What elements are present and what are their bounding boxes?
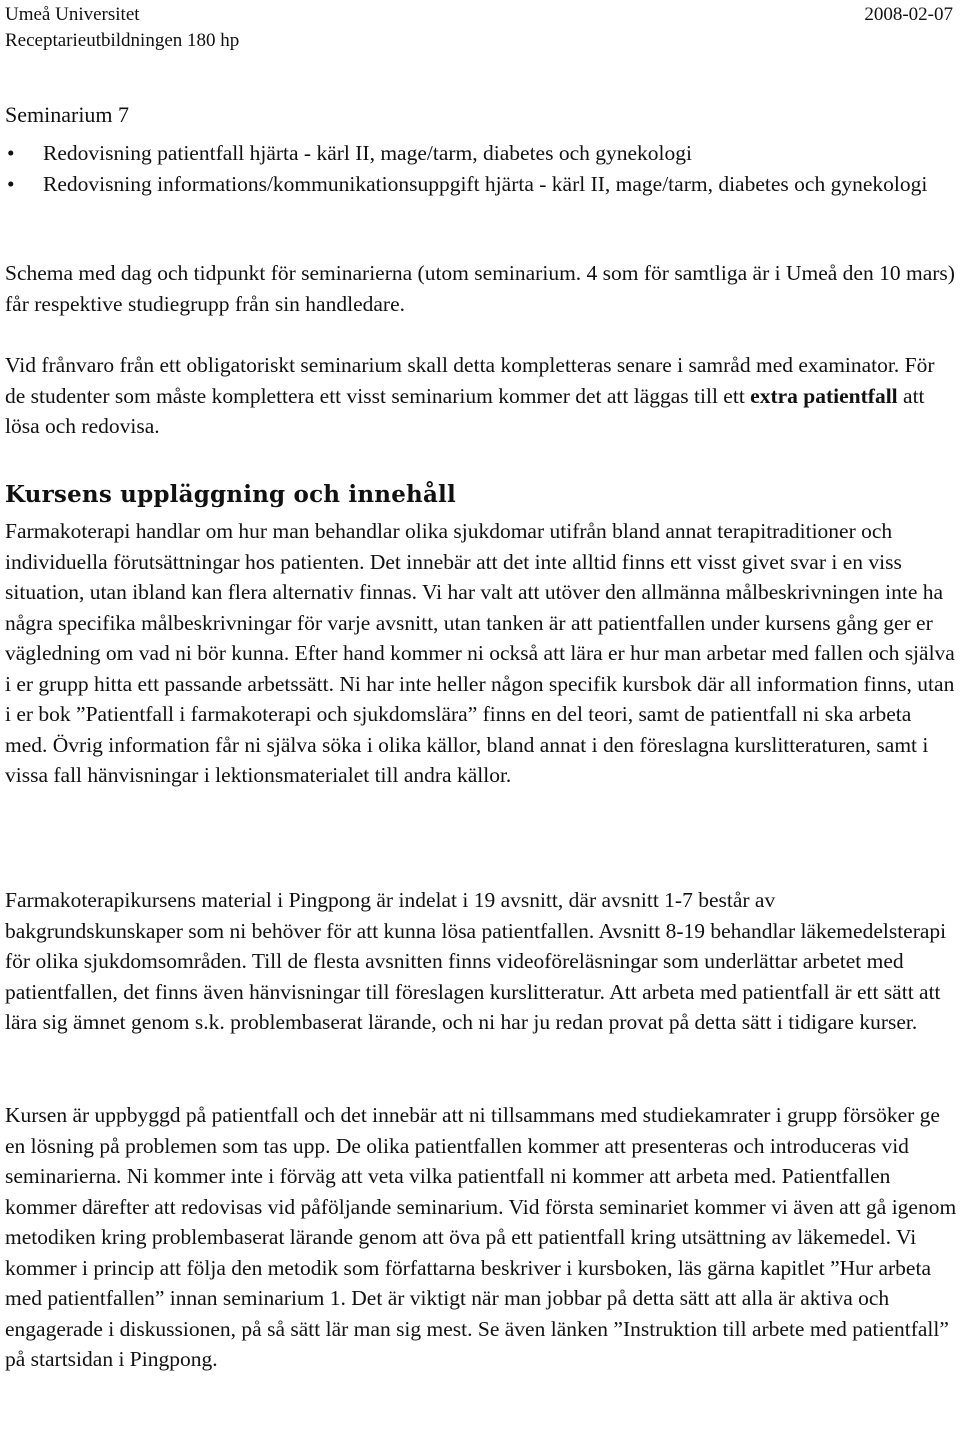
header-date: 2008-02-07 — [864, 4, 953, 25]
university-name: Umeå Universitet — [5, 4, 140, 25]
list-item — [5, 169, 955, 200]
page-header — [5, 0, 955, 60]
course-paragraph-1: Farmakoterapi handlar om hur man behandlar olika sjukdomar utifrån bland annat terapitraditioner och individuella förutsättningar hos patienten. Det innebär att det inte alltid finns ett visst givet svar i en viss situation, utan ibland kan flera alternativ finnas. Vi har valt att utöver den allmänna målbeskrivningen inte ha några specifika målbeskrivningar för varje avsnitt, utan tanken är att patientfallen under kursens gång ger er vägledning om vad ni bör kunna. Efter hand kommer ni också att lära er hur man arbetar med fallen och själva i er grupp hitta ett passande arbetssätt. Ni har inte heller någon specifik kursbok där all information finns, utan i er bok ”Patientfall i farmakoterapi och sjukdomslära” finns en del teori, samt de patientfall ni ska arbeta med. Övrig information får ni själva söka i olika källor, bland annat i den föreslagna kurslitteraturen, samt i vissa fall hänvisningar i lektionsmaterialet till andra källor. — [5, 519, 955, 787]
schedule-paragraph: Schema med dag och tidpunkt för seminarierna (utom seminarium. 4 som för samtliga är i Umeå den 10 mars) får respektive studiegrupp från sin handledare. — [5, 261, 955, 316]
bullet-text: Redovisning patientfall hjärta - kärl II, mage/tarm, diabetes och gynekologi — [43, 141, 692, 165]
bullet-icon: • — [7, 171, 15, 196]
seminar-bullet-list — [5, 138, 955, 199]
seminar-title: Seminarium 7 — [5, 102, 130, 127]
absence-text-bold: extra patientfall — [750, 383, 898, 408]
course-paragraph-2: Farmakoterapikursens material i Pingpong är indelat i 19 avsnitt, där avsnitt 1-7 består av bakgrundskunskaper som ni behöver för att kunna lösa patientfallen. Avsnitt 8-19 behandlar läkemedelsterapi för olika sjukdomsområden. Till de flesta avsnitten finns videoföreläsningar som underlättar arbetet med patientfallen, det finns även hänvisningar till föreslagen kurslitteratur. Att arbeta med patientfall är ett sätt att lära sig ämnet genom s.k. problembaserat lärande, och ni har ju redan provat på detta sätt i tidigare kurser. — [5, 888, 947, 1034]
absence-paragraph — [5, 350, 957, 442]
absence-text-start: Vid frånvaro från ett obligatoriskt seminarium skall detta kompletteras senare i samråd med examinator. För de studenter som måste komplettera ett visst seminarium kommer det att läggas till ett — [5, 353, 935, 408]
bullet-text: Redovisning informations/kommunikationsuppgift hjärta - kärl II, mage/tarm, diabetes och gynekologi — [43, 171, 928, 196]
course-heading: Kursens uppläggning och innehåll — [5, 481, 456, 508]
list-item — [5, 138, 955, 169]
header-left — [5, 2, 239, 54]
program-name: Receptarieutbildningen 180 hp — [5, 30, 240, 51]
bullet-icon: • — [7, 141, 15, 165]
absence-text-end: att lösa och redovisa. — [5, 383, 925, 438]
document-page — [5, 0, 957, 1371]
course-paragraph-3: Kursen är uppbyggd på patientfall och det innebär att ni tillsammans med studiekamrater i grupp försöker ge en lösning på problemen som tas upp. De olika patientfallen kommer att presenteras och introduceras vid seminarierna. Ni kommer inte i förväg att veta vilka patientfall ni kommer att arbeta med. Patientfallen kommer därefter att redovisas vid påföljande seminarium. Vid första seminariet kommer vi även att gå igenom metodiken kring problembaserat lärande genom att öva på ett patientfall kring utsättning av läkemedel. Vi kommer i princip att följa den metodik som författarna beskriver i kursboken, läs gärna kapitlet ”Hur arbeta med patientfallen” innan seminarium 1. Det är viktigt när man jobbar på detta sätt att alla är aktiva och engagerade i diskussionen, på så sätt lär man sig mest. Se även länken ”Instruktion till arbete med patientfall” på startsidan i Pingpong. — [5, 1103, 957, 1371]
